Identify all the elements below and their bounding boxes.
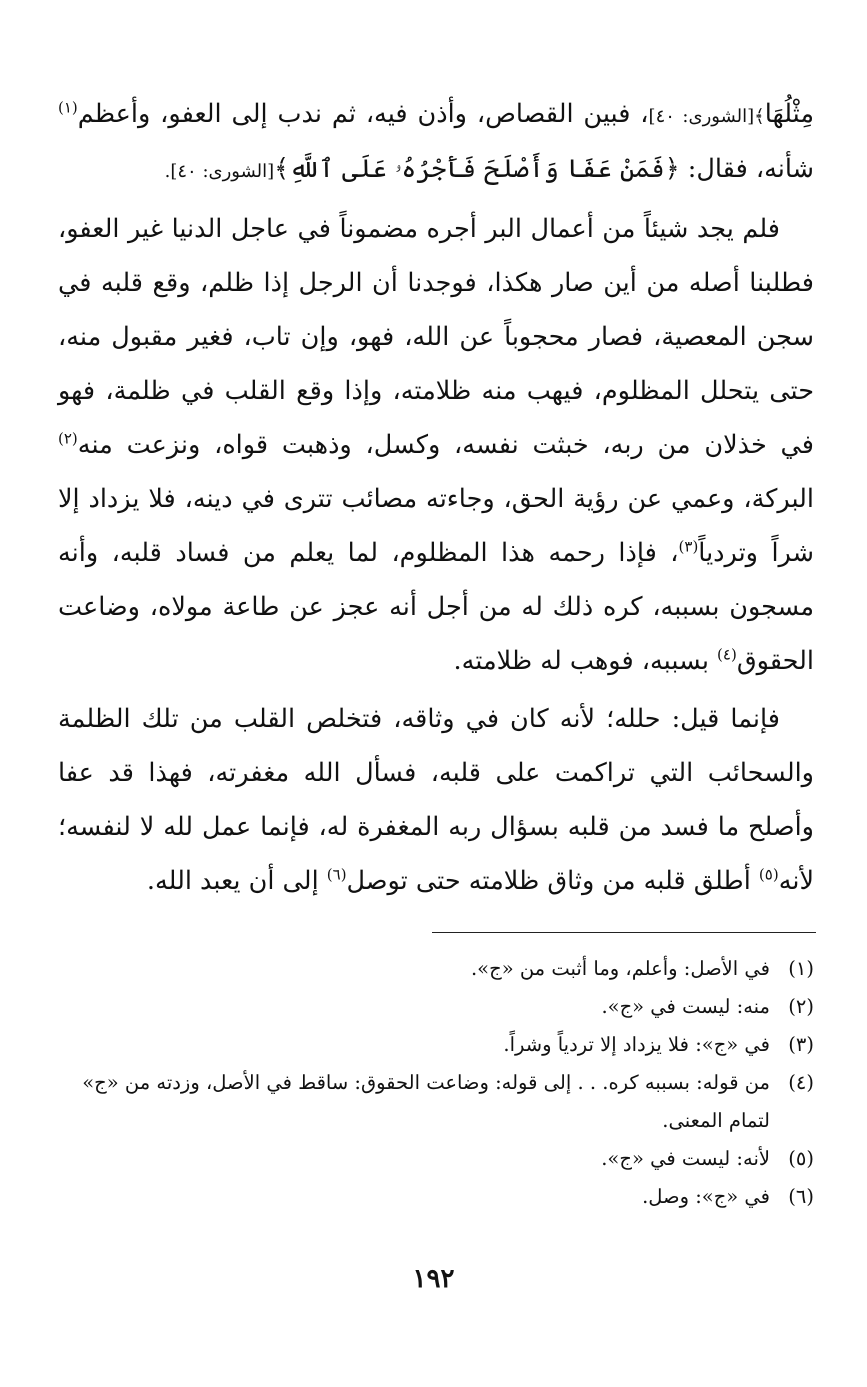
footnote-marker[interactable]: (٢) <box>58 429 78 448</box>
main-text <box>58 88 814 908</box>
footnote-item <box>58 1026 814 1064</box>
footnote-number: (٣) <box>788 1033 814 1056</box>
quran-verse: ﴿فَمَنْ عَفَا وَأَصْلَحَ فَأَجْرُهُۥ عَلَى ٱللَّهِ﴾ <box>274 154 680 184</box>
paragraph-text: فلم يجد شيئاً من أعمال البر أجره مضموناً في عاجل الدنيا غير العفو، فطلبنا أصله من أين صار هكذا، فوجدنا أن الرجل إذا ظلم، وقع قلبه في سجن المعصية، فصار محجوباً عن الله، فهو، وإن تاب، فغير مقبول منه، حتى يتحلل المظلوم، فيهب منه ظلامته، وإذا وقع القلب في ظلمة، فهو في خذلان من ربه، خبثت نفسه، وكسل، وذهبت قواه، ونزعت منه <box>58 214 814 460</box>
paragraph-text: بسببه، فوهب له ظلامته. <box>453 646 718 676</box>
paragraph-text: إلى أن يعبد الله. <box>146 866 327 896</box>
footnote-number: (١) <box>788 957 814 980</box>
footnote-text: في «ج»: فلا يزداد إلا تردياً وشراً. <box>503 1033 770 1056</box>
footnote-marker[interactable]: (٣) <box>678 537 699 556</box>
footnote-marker[interactable]: (٥) <box>758 865 779 884</box>
surah-reference: [الشورى: ٤٠]. <box>164 161 275 182</box>
paragraph-text: فإنما قيل: حلله؛ لأنه كان في وثاقه، فتخلص القلب من تلك الظلمة والسحائب التي تراكمت على قلبه، فسأل الله مغفرته، فهذا قد عفا وأصلح ما فسد من قلبه بسؤال ربه المغفرة له، فإنما عمل لله لا لنفسه؛ لأنه <box>58 704 814 896</box>
paragraph-text: شأنه، فقال: <box>679 154 814 184</box>
paragraph-text: ، فبين القصاص، وأذن فيه، ثم ندب إلى العفو، وأعظم <box>77 99 649 129</box>
footnote-marker[interactable]: (١) <box>58 98 78 117</box>
footnote-item <box>58 1140 814 1178</box>
quran-verse-end: مِثْلُهَا <box>764 99 815 129</box>
footnotes <box>58 950 814 1216</box>
footnote-marker[interactable]: (٤) <box>717 645 737 664</box>
footnote-text: منه: ليست في «ج». <box>601 995 770 1018</box>
paragraph-1 <box>58 88 814 198</box>
paragraph-text: ، فإذا رحمه هذا المظلوم، لما يعلم من فساد قلبه، وأنه مسجون بسببه، كره ذلك له من أجل أنه عجز عن طاعة مولاه، وضاعت الحقوق <box>58 538 814 676</box>
paragraph-text: أطلق قلبه من وثاق ظلامته حتى توصل <box>346 866 759 896</box>
footnote-number: (٤) <box>788 1071 814 1094</box>
footnote-number: (٥) <box>788 1147 814 1170</box>
footnote-number: (٦) <box>788 1185 814 1208</box>
footnote-item <box>58 1064 814 1140</box>
page-number: ١٩٢ <box>412 1264 455 1294</box>
footnote-item <box>58 988 814 1026</box>
footnote-separator <box>432 932 816 933</box>
footnote-number: (٢) <box>788 995 814 1018</box>
footnote-marker[interactable]: (٦) <box>326 865 347 884</box>
footnote-text: في الأصل: وأعلم، وما أثبت من «ج». <box>470 957 770 980</box>
footnote-item <box>58 1178 814 1216</box>
footnote-text: لأنه: ليست في «ج». <box>601 1147 770 1170</box>
footnote-text: من قوله: بسببه كره. . . إلى قوله: وضاعت الحقوق: ساقط في الأصل، وزدته من «ج» لتمام المعنى. <box>82 1071 770 1132</box>
paragraph-2 <box>58 202 814 688</box>
footnote-item <box>58 950 814 988</box>
paragraph-3 <box>58 692 814 908</box>
surah-reference: ﴾[الشورى: ٤٠] <box>648 106 765 127</box>
paragraph-text: البركة، وعمي عن رؤية الحق، وجاءته مصائب تترى في دينه، فلا يزداد إلا شراً وتردياً <box>58 484 814 568</box>
footnote-text: في «ج»: وصل. <box>642 1185 770 1208</box>
